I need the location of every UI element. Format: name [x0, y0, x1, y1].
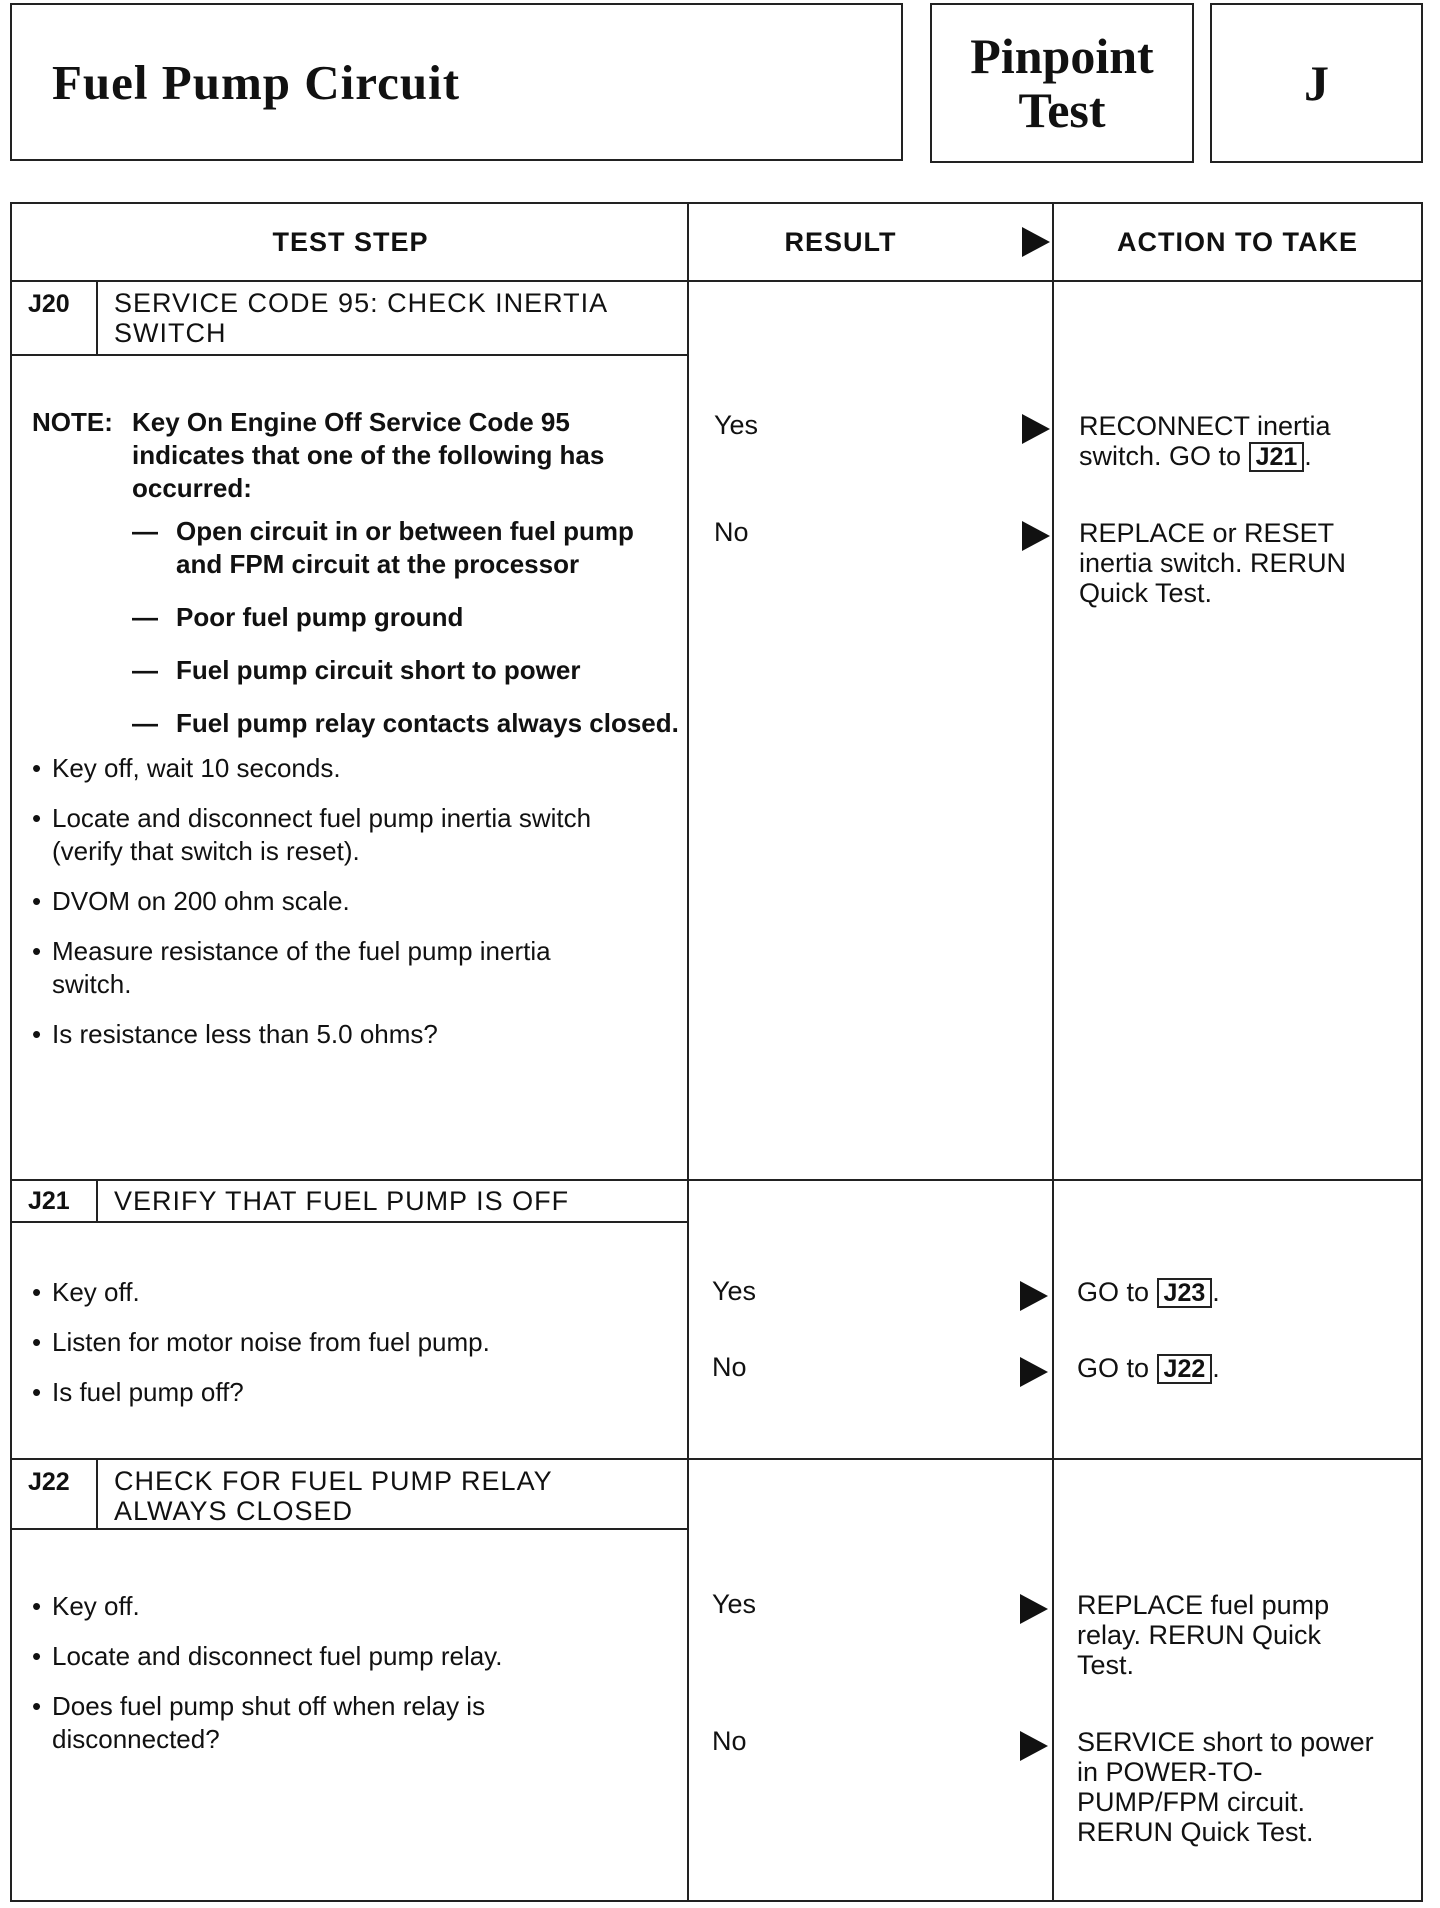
note-label: NOTE: [32, 407, 113, 437]
step-body-j22 [32, 1590, 682, 1773]
pinpoint-table [10, 202, 1423, 1902]
page-title: Fuel Pump Circuit [52, 54, 461, 110]
action-text: GO to [1077, 1277, 1150, 1307]
step-id: J22 [12, 1460, 98, 1528]
action-text: . [1212, 1277, 1220, 1307]
column-divider-action [1052, 204, 1054, 1900]
step-body-j21 [32, 1276, 682, 1426]
arrow-right-icon [1020, 1281, 1048, 1311]
arrow-right-icon [1022, 227, 1050, 257]
list-item: • Is fuel pump off? [32, 1376, 682, 1409]
arrow-right-icon [1020, 1357, 1048, 1387]
result-yes: Yes [712, 1276, 757, 1306]
pinpoint-test-box [930, 3, 1194, 163]
step-body-j20 [32, 406, 682, 1068]
list-item: • Key off, wait 10 seconds. [32, 752, 632, 785]
column-header-result [689, 204, 1052, 280]
result-yes: Yes [712, 1589, 757, 1619]
action-yes [1077, 1277, 1377, 1308]
list-item: — Fuel pump circuit short to power [132, 654, 682, 687]
column-header-test-step: TEST STEP [272, 226, 429, 257]
step-id: J21 [12, 1181, 98, 1221]
column-divider-result [687, 204, 689, 1900]
list-item: • Is resistance less than 5.0 ohms? [32, 1018, 632, 1051]
list-item: • Locate and disconnect fuel pump relay. [32, 1640, 612, 1673]
result-header-label: RESULT [784, 226, 897, 257]
test-letter-box [1210, 3, 1423, 163]
list-item: • Key off. [32, 1590, 612, 1623]
list-item: • Measure resistance of the fuel pump inertia switch. [32, 935, 632, 1001]
note-dash-list [132, 515, 682, 740]
page-title-box [10, 3, 903, 161]
action-text: GO to [1077, 1353, 1150, 1383]
procedure-list [32, 1590, 612, 1756]
list-item: • Key off. [32, 1276, 682, 1309]
list-item: — Open circuit in or between fuel pump and FPM circuit at the processor [132, 515, 682, 581]
action-text: . [1212, 1353, 1220, 1383]
arrow-right-icon [1022, 521, 1050, 551]
action-text: . [1304, 441, 1312, 471]
action-no: SERVICE short to power in POWER-TO-PUMP/FPM circuit. RERUN Quick Test. [1077, 1727, 1374, 1847]
column-header-action: ACTION TO TAKE [1117, 226, 1358, 257]
list-item: — Fuel pump relay contacts always closed. [132, 707, 682, 740]
action-no: REPLACE or RESET inertia switch. RERUN Quick Test. [1079, 518, 1347, 608]
step-header-j21 [12, 1181, 689, 1223]
step-header-j22 [12, 1460, 689, 1530]
procedure-list [32, 1276, 682, 1409]
result-no: No [712, 1726, 747, 1756]
result-no: No [712, 1352, 747, 1382]
arrow-right-icon [1022, 414, 1050, 444]
action-text: RECONNECT inertia switch. GO to [1079, 411, 1331, 471]
list-item: • Locate and disconnect fuel pump inertia switch (verify that switch is reset). [32, 802, 632, 868]
step-ref-badge: J23 [1157, 1278, 1213, 1308]
pinpoint-label: Pinpoint [970, 28, 1154, 84]
test-label: Test [1018, 82, 1106, 138]
step-title: VERIFY THAT FUEL PUMP IS OFF [114, 1186, 570, 1216]
step-id: J20 [12, 282, 98, 354]
action-yes [1079, 411, 1379, 472]
list-item: • Does fuel pump shut off when relay is disconnected? [32, 1690, 612, 1756]
step-ref-badge: J22 [1157, 1354, 1213, 1384]
step-header-j20 [12, 282, 689, 356]
note-block [32, 406, 682, 740]
procedure-list [32, 752, 632, 1051]
action-no [1077, 1353, 1377, 1384]
result-yes: Yes [714, 410, 759, 440]
result-no: No [714, 517, 749, 547]
action-yes: REPLACE fuel pump relay. RERUN Quick Test. [1077, 1590, 1330, 1680]
step-title: SERVICE CODE 95: CHECK INERTIA SWITCH [114, 288, 607, 348]
test-letter: J [1304, 55, 1329, 111]
arrow-right-icon [1020, 1731, 1048, 1761]
note-text: Key On Engine Off Service Code 95 indicates that one of the following has occurred: [132, 407, 605, 503]
list-item: — Poor fuel pump ground [132, 601, 682, 634]
list-item: • DVOM on 200 ohm scale. [32, 885, 632, 918]
arrow-right-icon [1020, 1594, 1048, 1624]
step-ref-badge: J21 [1249, 442, 1305, 472]
list-item: • Listen for motor noise from fuel pump. [32, 1326, 682, 1359]
step-title: CHECK FOR FUEL PUMP RELAY ALWAYS CLOSED [114, 1466, 553, 1526]
